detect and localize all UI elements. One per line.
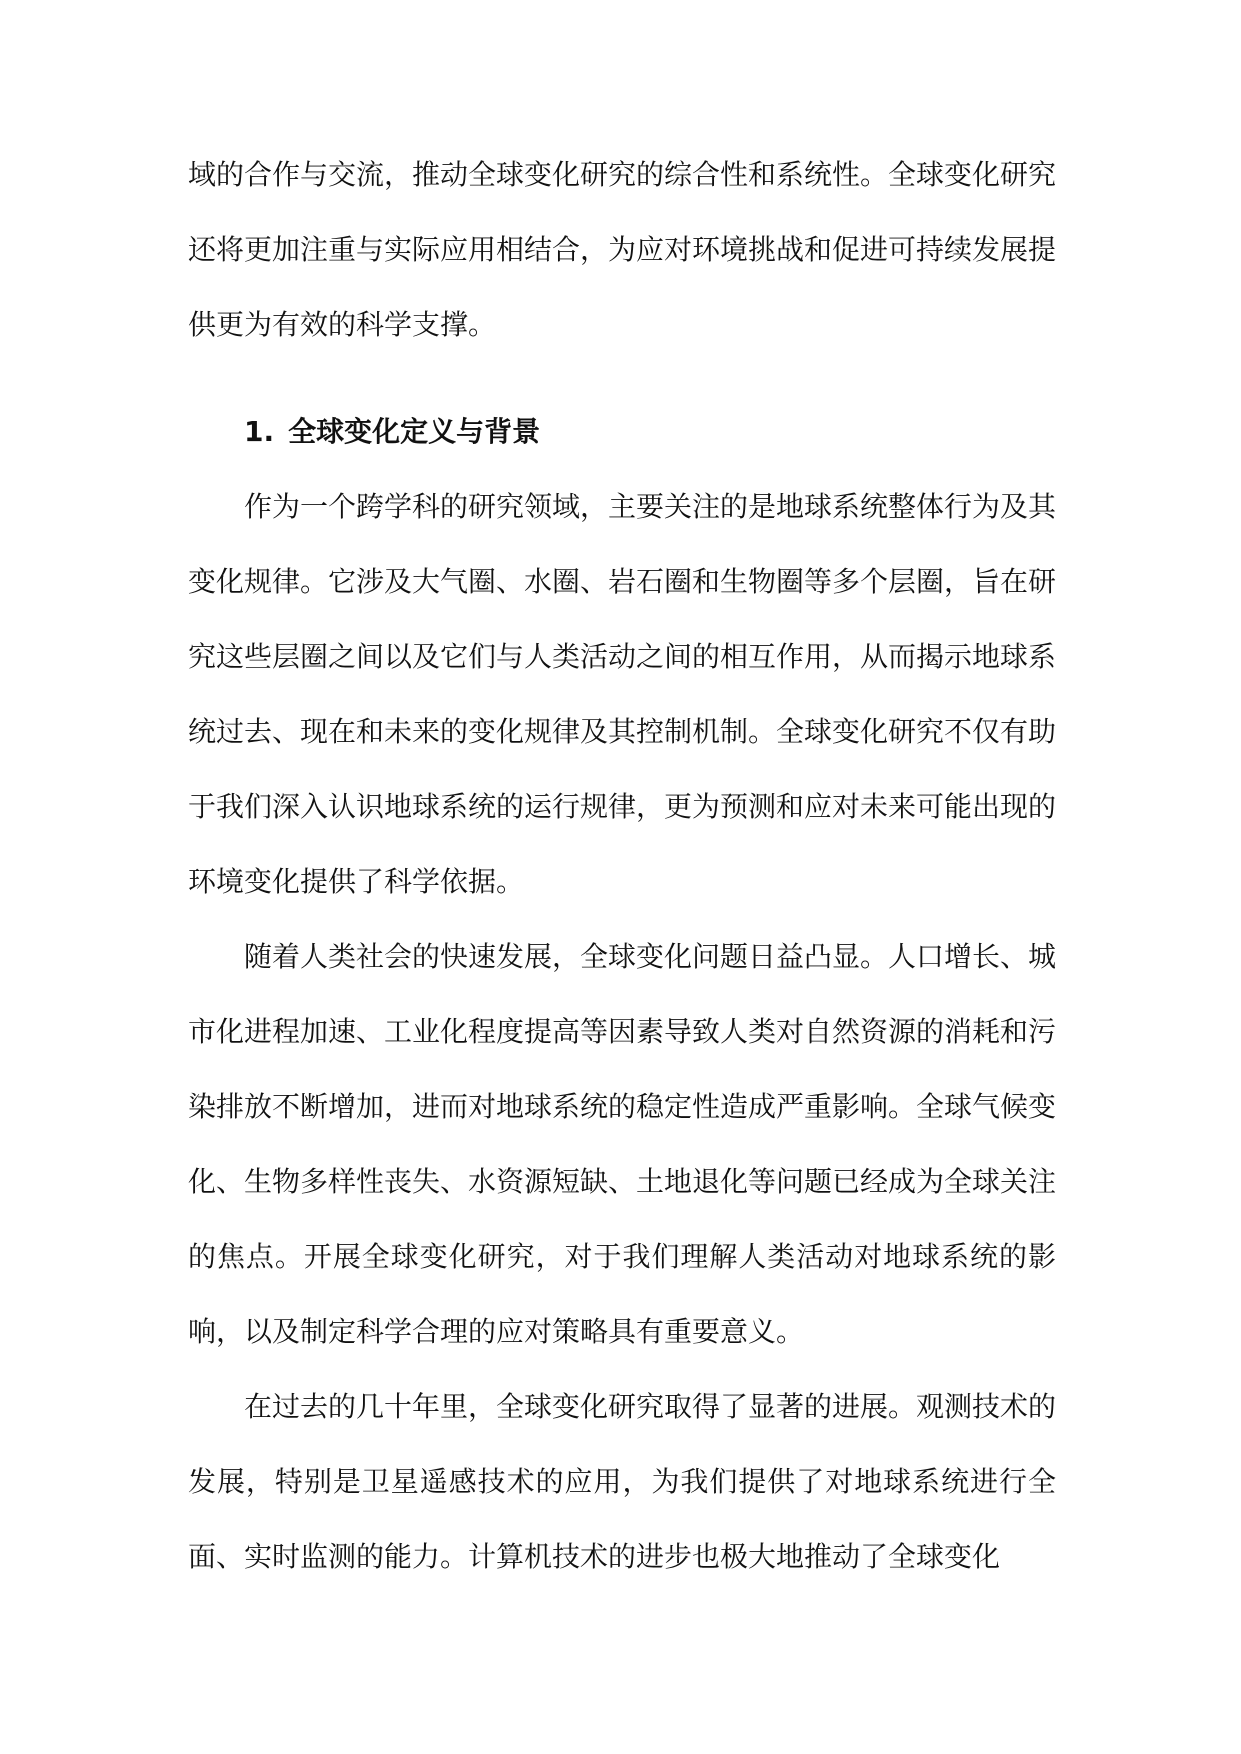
continued-paragraph: 域的合作与交流，推动全球变化研究的综合性和系统性。全球变化研究还将更加注重与实际应用相结合，为应对环境挑战和促进可持续发展提供更为有效的科学支撑。 xyxy=(188,158,1057,341)
section-title: 全球变化定义与背景 xyxy=(288,415,541,448)
paragraph-progress: 在过去的几十年里，全球变化研究取得了显著的进展。观测技术的发展，特别是卫星遥感技术的应用，为我们提供了对地球系统进行全面、实时监测的能力。计算机技术的进步也极大地推动了全球变化 xyxy=(188,1390,1057,1573)
paragraph-background: 随着人类社会的快速发展，全球变化问题日益凸显。人口增长、城市化进程加速、工业化程度提高等因素导致人类对自然资源的消耗和污染排放不断增加，进而对地球系统的稳定性造成严重影响。全球气候变化、生物多样性丧失、水资源短缺、土地退化等问题已经成为全球关注的焦点。开展全球变化研究，对于我们理解人类活动对地球系统的影响，以及制定科学合理的应对策略具有重要意义。 xyxy=(188,940,1057,1348)
section-number: 1. xyxy=(244,415,275,448)
paragraph-definition: 作为一个跨学科的研究领域，主要关注的是地球系统整体行为及其变化规律。它涉及大气圈、水圈、岩石圈和生物圈等多个层圈，旨在研究这些层圈之间以及它们与人类活动之间的相互作用，从而揭示地球系统过去、现在和未来的变化规律及其控制机制。全球变化研究不仅有助于我们深入认识地球系统的运行规律，更为预测和应对未来可能出现的环境变化提供了科学依据。 xyxy=(188,490,1057,898)
section-heading xyxy=(188,394,1056,469)
document-body xyxy=(188,137,1056,1594)
